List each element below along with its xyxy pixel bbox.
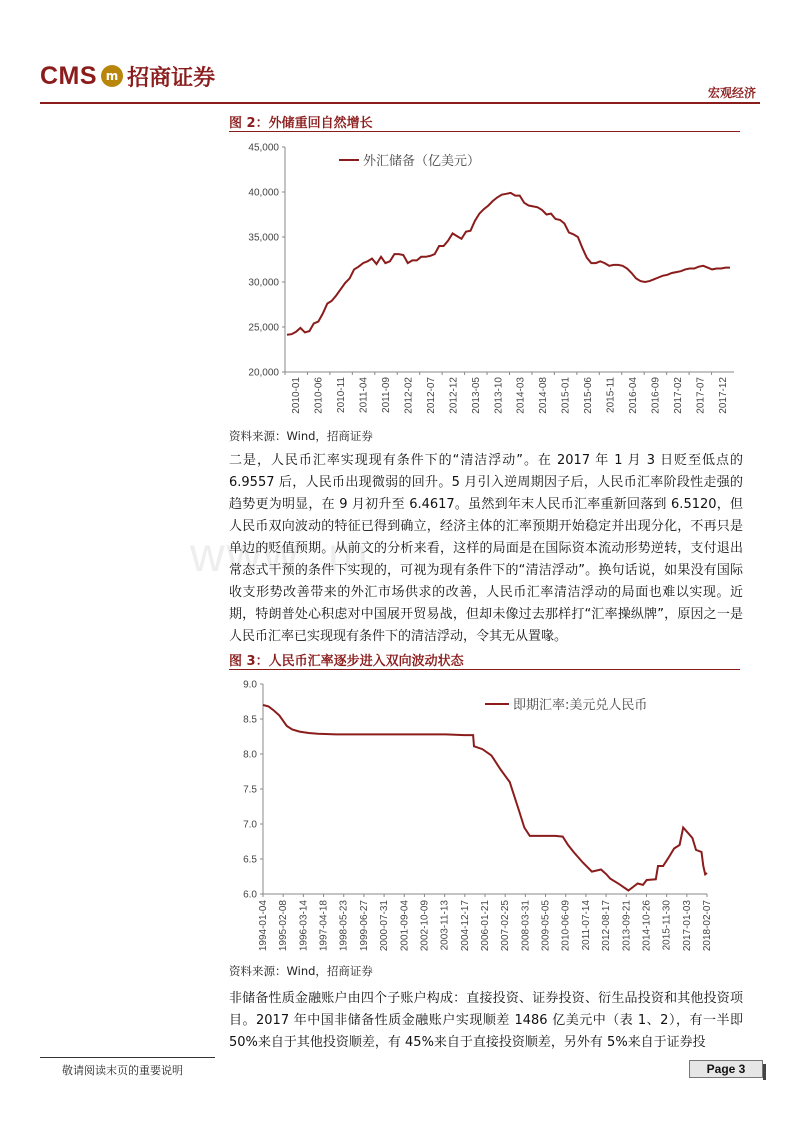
- x-tick-label: 2017-12: [717, 377, 729, 414]
- x-tick-label: 2013-10: [493, 377, 505, 414]
- x-tick-label: 2015-06: [583, 377, 595, 414]
- x-tick-label: 2010-01: [291, 377, 303, 414]
- series-line-reserves: [287, 193, 730, 335]
- body-paragraph-2: 非储备性质金融账户由四个子账户构成：直接投资、证券投资、衍生品投资和其他投资项目。2017 年中国非储备性质金融账户实现顺差 1486 亿美元中（表 1、2），有一半即 50%来自于其他投资顺差，有 45%来自于直接投资顺差，另外有 5%来自于证券投: [229, 991, 743, 1050]
- y-tick-label: 6.5: [243, 854, 257, 866]
- x-tick-label: 1994-01-04: [258, 900, 269, 952]
- y-tick-label: 40,000: [248, 187, 279, 199]
- x-tick-label: 2007-02-25: [500, 900, 512, 952]
- figure-2-rule: [229, 131, 740, 132]
- watermark: www. m: [190, 529, 370, 582]
- figure-3-title: 图 3：人民币汇率逐步进入双向波动状态: [229, 654, 464, 669]
- logo-chinese-name: 招商证券: [127, 64, 216, 91]
- body-paragraph-1: 二是，人民币汇率实现现有条件下的“清洁浮动”。在 2017 年 1 月 3 日贬至低点的 6.9557 后，人民币出现微弱的回升。5 月引入逆周期因子后，人民币汇率阶段性走强的趋势更为明显，在 9 月初升至 6.4617。虽然到年末人民币汇率重新回落到 6.5120，但人民币双向波动的特征已得到确立，经济主体的汇率预期开始稳定并出现分化，不再只是单边的贬值预期。从前文的分析来看，这样的局面是在国际资本流动形势逆转，支付退出常态式干预的条件下实现的，可视为现有条件下的“清洁浮动”。换句话说，如果没有国际收支形势改善带来的外汇市场供求的改善，人民币汇率清洁浮动的局面也难以实现。近期，特朗普处心积虑对中国展开贸易战，但却未像过去那样打“汇率操纵牌”，原因之一是人民币汇率已实现现有条件下的清洁浮动，令其无从置喙。: [229, 453, 743, 644]
- x-tick-label: 2015-11-30: [661, 900, 673, 951]
- figure-3-chart: [229, 672, 741, 962]
- y-tick-label: 30,000: [248, 277, 279, 289]
- figure-2-title: 图 2：外储重回自然增长: [229, 116, 373, 131]
- x-tick-label: 2014-10-26: [641, 900, 653, 952]
- x-tick-label: 2017-02: [672, 377, 684, 414]
- figure-2-source: 资料来源：Wind，招商证券: [229, 429, 373, 443]
- x-tick-label: 2011-07-14: [580, 900, 592, 951]
- y-tick-label: 25,000: [248, 322, 279, 334]
- company-logo: [40, 58, 215, 94]
- x-tick-label: 1999-06-27: [358, 900, 370, 952]
- x-tick-label: 2012-08-17: [601, 900, 613, 952]
- y-tick-label: 9.0: [243, 679, 257, 691]
- x-tick-label: 2013-09-21: [621, 900, 633, 952]
- x-tick-label: 2010-06: [313, 377, 325, 414]
- x-tick-label: 2000-07-31: [379, 900, 391, 952]
- x-tick-label: 2004-12-17: [459, 900, 471, 952]
- figure-3-rule: [229, 669, 740, 670]
- y-tick-label: 7.0: [243, 819, 257, 831]
- x-tick-label: 2014-03: [515, 377, 527, 414]
- y-tick-label: 7.5: [243, 784, 257, 796]
- header-divider: [40, 102, 760, 104]
- logo-badge-icon: m: [101, 65, 123, 87]
- figure-3-source: 资料来源：Wind，招商证券: [229, 964, 373, 978]
- x-tick-label: 2017-07: [695, 377, 707, 414]
- x-tick-label: 2015-01: [560, 377, 572, 414]
- section-label: 宏观经济: [707, 86, 756, 100]
- x-tick-label: 1997-04-18: [318, 900, 330, 952]
- x-tick-label: 2018-02-07: [702, 900, 713, 952]
- legend-label: 外汇储备（亿美元）: [363, 154, 481, 169]
- y-tick-label: 45,000: [248, 142, 279, 154]
- x-tick-label: 2015-11: [605, 377, 617, 413]
- x-tick-label: 2008-03-31: [520, 900, 532, 952]
- footer-note: 敬请阅读末页的重要说明: [62, 1064, 183, 1077]
- x-tick-label: 2009-05-05: [540, 900, 552, 952]
- y-tick-label: 8.0: [243, 749, 257, 761]
- fx-rate-chart-svg: [229, 672, 741, 962]
- x-tick-label: 2010-11: [336, 377, 348, 413]
- logo-text: CMS: [40, 61, 98, 90]
- y-tick-label: 20,000: [248, 367, 279, 379]
- x-tick-label: 2013-05: [470, 377, 482, 414]
- x-tick-label: 2014-08: [538, 377, 550, 414]
- series-line-fx-rate: [263, 705, 707, 891]
- x-tick-label: 2002-10-09: [419, 900, 431, 952]
- x-tick-label: 1998-05-23: [338, 900, 350, 952]
- x-tick-label: 2001-09-04: [399, 900, 411, 952]
- x-tick-label: 2012-02: [403, 377, 415, 414]
- x-tick-label: 2012-07: [425, 377, 437, 414]
- y-tick-label: 6.0: [243, 889, 257, 901]
- x-tick-label: 1995-02-08: [278, 900, 290, 952]
- x-tick-label: 2017-01-03: [681, 900, 693, 952]
- footer-divider: [40, 1057, 215, 1058]
- reserves-chart-svg: [229, 133, 741, 427]
- x-tick-label: 2006-01-21: [480, 900, 491, 952]
- x-tick-label: 2011-04: [358, 377, 370, 413]
- x-tick-label: 2011-09: [381, 377, 393, 413]
- figure-2-chart: [229, 133, 741, 427]
- x-tick-label: 2003-11-13: [439, 900, 451, 951]
- y-tick-label: 35,000: [248, 232, 279, 244]
- x-tick-label: 1996-03-14: [298, 900, 310, 952]
- page-number: Page 3: [689, 1060, 763, 1078]
- x-tick-label: 2012-12: [448, 377, 460, 414]
- x-tick-label: 2016-04: [627, 377, 639, 414]
- x-tick-label: 2016-09: [650, 377, 662, 414]
- legend-label: 即期汇率:美元兑人民币: [513, 698, 648, 713]
- y-tick-label: 8.5: [243, 714, 257, 726]
- x-tick-label: 2010-06-09: [560, 900, 572, 952]
